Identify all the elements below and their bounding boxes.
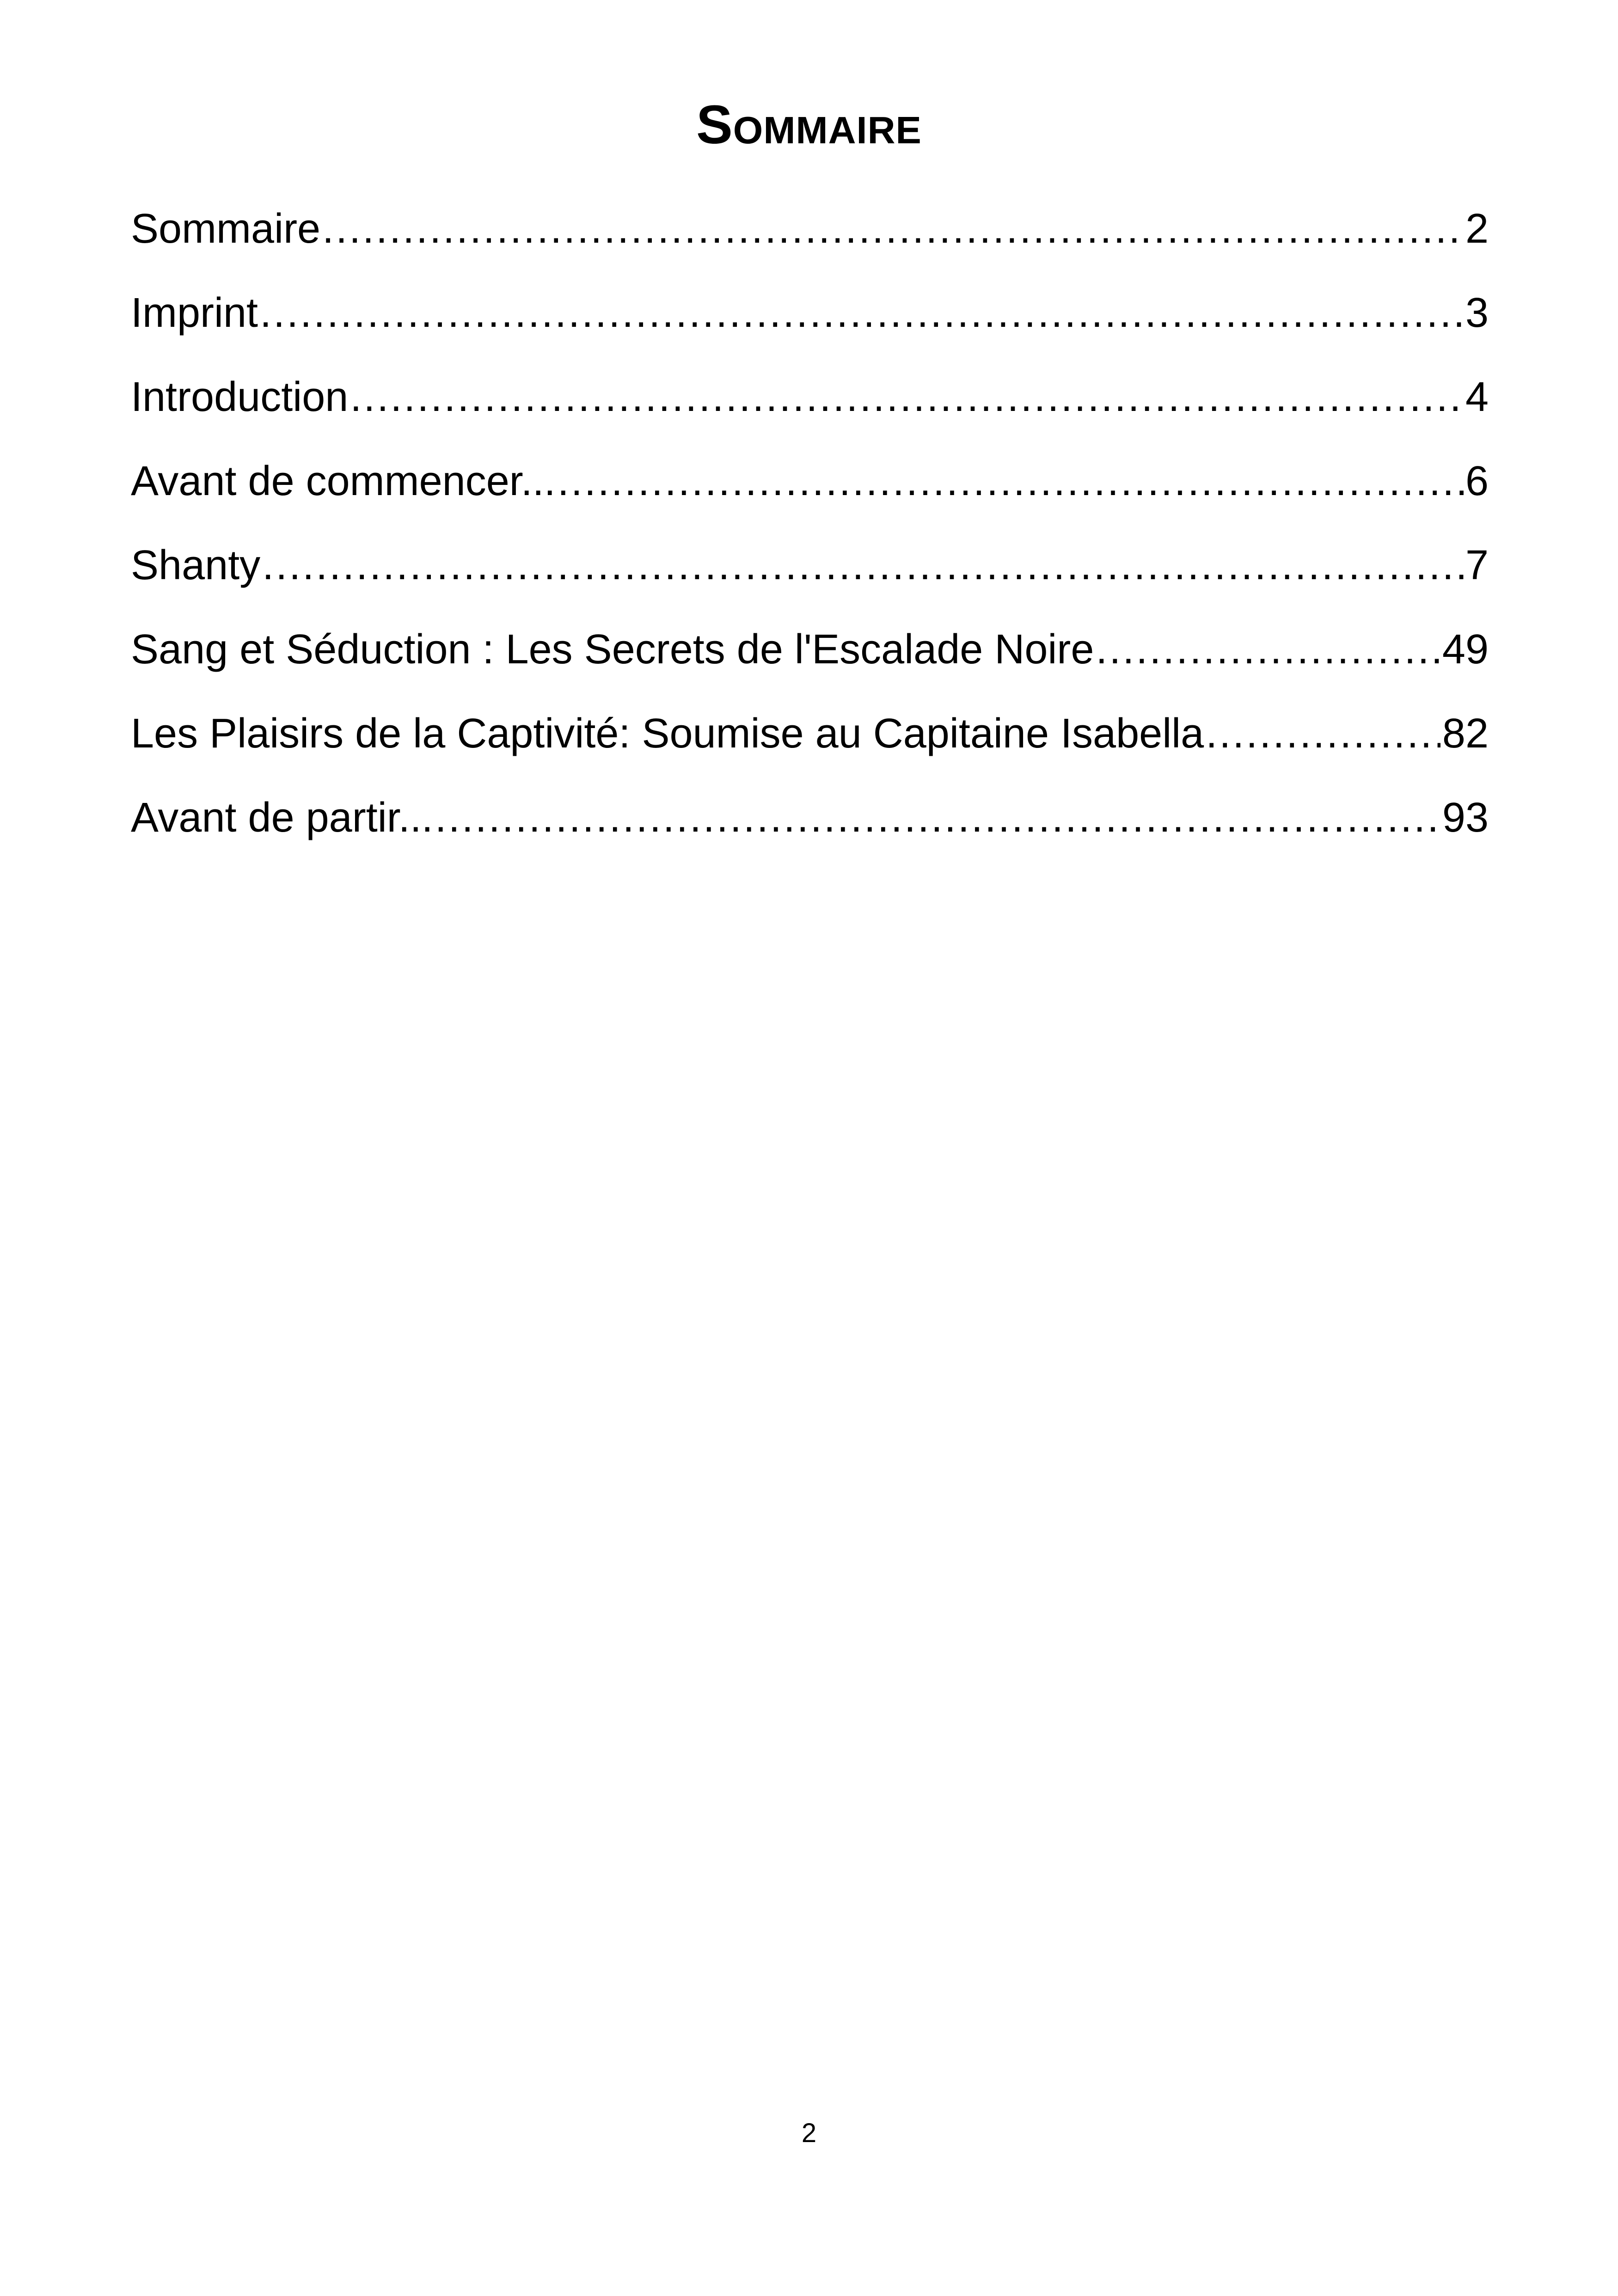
toc-dot-leader — [1096, 617, 1440, 682]
toc-entry — [131, 281, 1489, 365]
toc-entry-label: Avant de partir... — [131, 795, 433, 841]
page-number: 2 — [801, 2118, 817, 2148]
toc-entry-page: 49 — [1442, 626, 1489, 673]
toc-entry-page: 7 — [1465, 542, 1489, 588]
toc-entry-label: Les Plaisirs de la Captivité: Soumise au Capitaine Isabella — [131, 710, 1204, 757]
toc-dot-leader — [262, 533, 1464, 598]
toc-entry-label: Introduction — [131, 374, 349, 420]
toc-entry — [131, 785, 1489, 869]
toc-entry-page: 3 — [1465, 290, 1489, 336]
toc-dot-leader — [350, 365, 1464, 429]
toc-entry — [131, 617, 1489, 701]
toc-dot-leader — [260, 281, 1464, 345]
toc-entry — [131, 533, 1489, 617]
toc-entry-label: Shanty — [131, 542, 261, 588]
toc-entry-page: 6 — [1465, 458, 1489, 504]
toc-entry-page: 93 — [1442, 795, 1489, 841]
toc-entry-label: Avant de commencer... — [131, 458, 556, 504]
toc-entry — [131, 196, 1489, 281]
toc-entry — [131, 701, 1489, 785]
toc-dot-leader — [435, 785, 1440, 850]
toc-entry-page: 2 — [1465, 206, 1489, 252]
page-title: Sommaire — [696, 94, 922, 155]
toc-dot-leader — [558, 449, 1464, 514]
table-of-contents — [131, 196, 1489, 869]
toc-entry-label: Sang et Séduction : Les Secrets de l'Escalade Noire — [131, 626, 1094, 673]
toc-entry-page: 4 — [1465, 374, 1489, 420]
toc-dot-leader — [1206, 701, 1440, 766]
toc-entry — [131, 449, 1489, 533]
toc-dot-leader — [322, 196, 1464, 261]
toc-entry-page: 82 — [1442, 710, 1489, 757]
toc-entry-label: Sommaire — [131, 206, 321, 252]
toc-entry-label: Imprint — [131, 290, 258, 336]
toc-entry — [131, 365, 1489, 449]
